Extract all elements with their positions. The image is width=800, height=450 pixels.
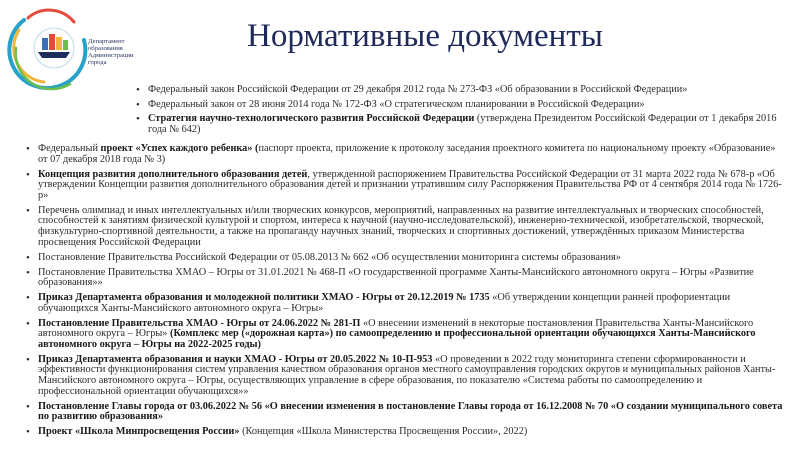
item-bold-text: Проект «Школа Минпросвещения России» [38, 426, 240, 438]
item-text: «Об утверждении концепции ранней профориентации обучающихся Ханты-Мансийского автономного округа – Югры» [38, 292, 731, 314]
item-text: «О проведении в 2022 году мониторинга степени сформированности и эффективности функционирования систем управления качеством образования органов местного самоуправления городских округов и муниципальных районов Ханты-Мансийского автономного округа – Югры, осуществляющих управление в сфере образования, по показателю «Система работы по самоопределению и профессиональной ориентации обучающихся»» [38, 353, 776, 397]
item-text: паспорт проекта, приложение к протоколу заседания проектного комитета по национальному проекту «Образование» от 07 декабря 2018 года № 3) [38, 143, 776, 165]
item-bold-text: Стратегия научно-технологического развития Российской Федерации [148, 113, 475, 125]
list-item [38, 319, 786, 351]
item-bold-text-2: (Комплекс мер («дорожная карта») по самоопределению и профессиональной ориентации обучающихся Ханты-Мансийского автономного округа – Югры на 2022-2025 годы) [38, 328, 756, 350]
list-item [38, 170, 786, 202]
list-item [148, 85, 788, 96]
item-text: Постановление Правительства Российской Федерации от 05.08.2013 № 662 «Об осуществлении мониторинга системы образования» [38, 251, 621, 263]
list-item [38, 144, 786, 165]
list-item [148, 114, 788, 135]
list-item [38, 293, 786, 314]
list-item [38, 268, 786, 289]
item-text: Перечень олимпиад и иных интеллектуальных и/или творческих конкурсов, мероприятий, направленных на развитие интеллектуальных и творческих способностей, способностей к занятиям физической культурой и спортом, интереса к научной (научно-исследовательской), инженерно-технической, изобретательской, творческой, физкультурно-спортивной деятельности, а также на пропаганду научных знаний, творческих и спортивных достижений, утверждённых приказом Министерства просвещения Российской Федерации [38, 204, 764, 248]
item-bold-text: Приказ Департамента образования и науки ХМАО - Югры от 20.05.2022 № 10-П-953 [38, 353, 433, 365]
item-text: (Концепция «Школа Министерства Просвещения России», 2022) [239, 426, 528, 438]
org-name: Департамент образования Администрации города [88, 38, 134, 66]
item-bold-text: Постановление Правительства ХМАО - Югры от 24.06.2022 № 281-П [38, 317, 361, 329]
item-bold-text: Концепция развития дополнительного образования детей [38, 168, 308, 180]
item-text: Постановление Правительства ХМАО – Югры от 31.01.2021 № 468-П «О государственной программе Ханты-Мансийского автономного округа – Югры «Развитие образования»» [38, 266, 754, 289]
item-prefix: Федеральный [38, 143, 101, 154]
top-document-list [148, 85, 788, 139]
item-text: Федеральный закон Российской Федерации от 29 декабря 2012 года № 273-ФЗ «Об образовании в Российской Федерации» [148, 84, 688, 95]
page-title: Нормативные документы [247, 18, 603, 54]
item-bold-text: Постановление Главы города от 03.06.2022 № 56 «О внесении изменения в постановление Главы города от 16.12.2008 № 70 «О создании муниципального совета по развитию образования» [38, 400, 783, 423]
logo-emblem-icon [4, 0, 96, 92]
item-text: , утвержденной распоряжением Правительства Российской Федерации от 31 марта 2022 года № 678-р «Об утверждении Концепции развития дополнительного образования детей и признании утратившим силу Распоряжения Правительства РФ от 4 сентября 2014 года № 1726-р» [38, 168, 782, 201]
department-logo [4, 0, 96, 92]
item-text: «О внесении изменений в некоторые постановления Правительства Ханты-Мансийского автономного округа – Югры» [38, 317, 754, 340]
list-item [38, 253, 786, 264]
list-item [38, 355, 786, 397]
list-item [38, 206, 786, 248]
list-item [38, 402, 786, 423]
list-item [148, 100, 788, 111]
item-text: Федеральный закон от 28 июня 2014 года № 172-ФЗ «О стратегическом планировании в Российской Федерации» [148, 98, 645, 110]
item-text: (утверждена Президентом Российской Федерации от 1 декабря 2016 года № 642) [148, 113, 777, 135]
item-bold-text: Приказ Департамента образования и молодежной политики ХМАО - Югры от 20.12.2019 № 1735 [38, 292, 490, 304]
item-bold-text: проект «Успех каждого ребенка» ( [100, 143, 259, 154]
list-item [38, 427, 786, 438]
main-document-list [38, 144, 786, 442]
